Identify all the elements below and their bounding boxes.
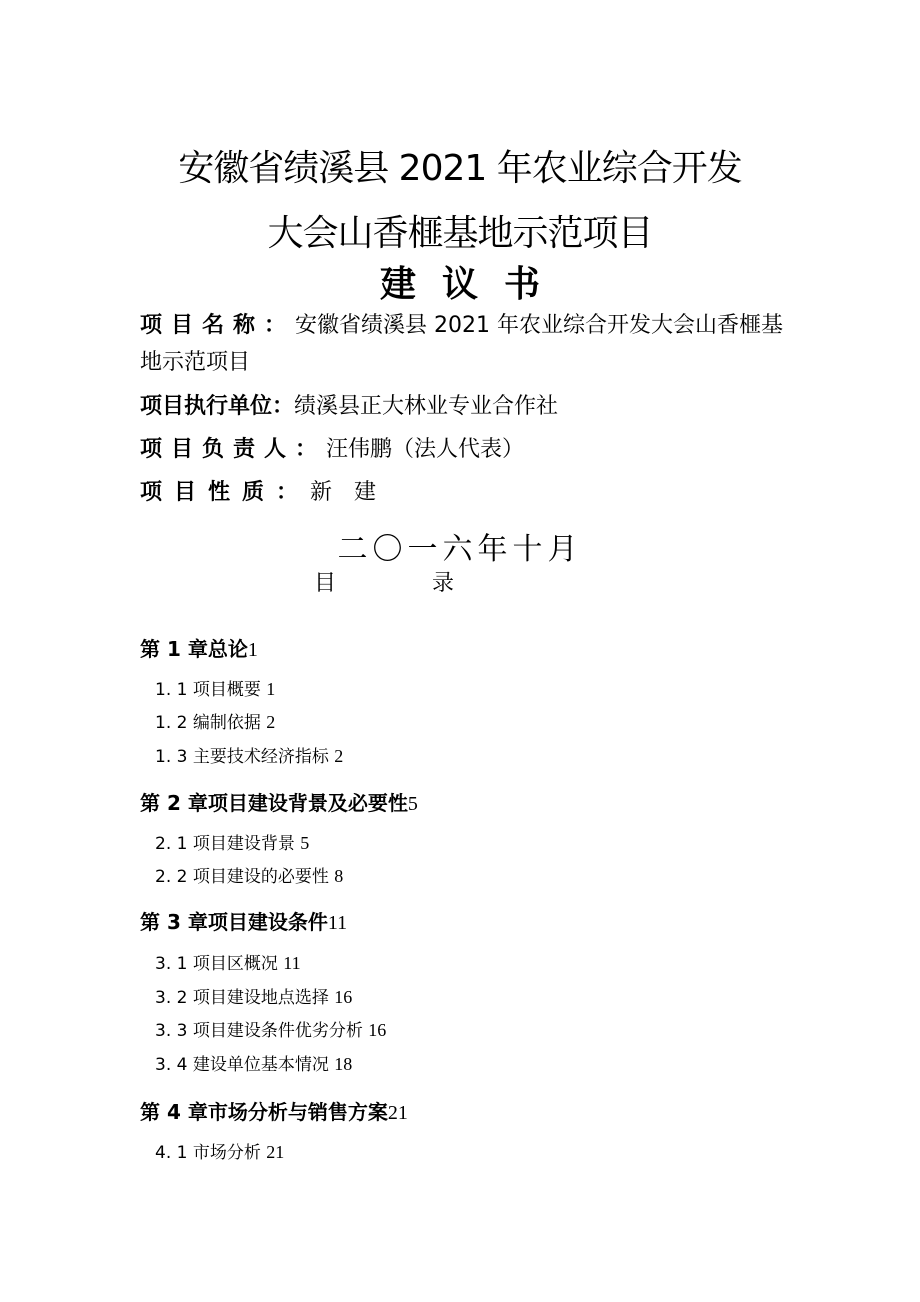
field-project-nature-value: 新 建 [310,480,377,505]
cover-title-line-2: 大会山香榧基地示范项目 [267,213,653,254]
toc-section-page: 18 [334,1054,353,1074]
toc-section-page: 11 [283,953,301,973]
toc-section-1-1[interactable] [155,675,275,700]
toc-section-3-1[interactable] [155,949,301,974]
toc-section-label: 3. 1 项目区概况 [155,954,278,974]
toc-section-page: 2 [266,712,276,732]
toc-section-3-4[interactable] [155,1050,352,1075]
field-person-in-charge-value: 汪伟鹏（法人代表） [326,437,525,462]
toc-chapter-4[interactable] [140,1096,408,1125]
toc-section-label: 2. 1 项目建设背景 [155,834,295,854]
toc-section-page: 16 [334,987,353,1007]
toc-chapter-label: 第 1 章总论 [140,637,248,661]
toc-section-page: 1 [266,679,276,699]
toc-section-3-3[interactable] [155,1016,386,1041]
toc-chapter-1[interactable] [140,633,258,662]
toc-title-char-1: 目 [314,571,337,596]
field-project-name-label: 项目名称： [140,313,296,338]
toc-chapter-page: 1 [247,639,258,661]
toc-section-page: 16 [368,1020,387,1040]
field-person-in-charge-label: 项目负责人： [140,437,327,462]
toc-section-label: 1. 2 编制依据 [155,713,261,733]
toc-section-page: 21 [266,1142,285,1162]
toc-section-1-2[interactable] [155,708,275,733]
toc-chapter-2[interactable] [140,787,418,816]
toc-title-char-2: 录 [432,571,455,596]
field-project-nature-label: 项目性质： [140,480,311,505]
toc-section-label: 1. 1 项目概要 [155,680,261,700]
toc-chapter-3[interactable] [140,906,347,935]
toc-chapter-page: 11 [327,912,348,934]
toc-chapter-label: 第 4 章市场分析与销售方案 [140,1100,388,1124]
field-person-in-charge [140,431,800,468]
field-executing-unit [140,388,800,425]
document-type-heading: 建议书 [379,263,566,305]
field-executing-unit-label: 项目执行单位： [140,394,295,419]
toc-section-page: 8 [334,866,344,886]
toc-section-2-1[interactable] [155,829,309,854]
field-project-name [140,307,800,381]
toc-chapter-label: 第 3 章项目建设条件 [140,910,328,934]
toc-section-label: 1. 3 主要技术经济指标 [155,747,329,767]
document-date: 二〇一六年十月 [337,532,583,567]
cover-title-line-1: 安徽省绩溪县 2021 年农业综合开发 [178,148,742,189]
toc-section-label: 3. 3 项目建设条件优劣分析 [155,1021,363,1041]
toc-chapter-page: 21 [387,1102,408,1124]
toc-section-page: 5 [300,833,310,853]
toc-chapter-page: 5 [407,793,418,815]
field-executing-unit-value: 绩溪县正大林业专业合作社 [294,394,559,419]
toc-section-3-2[interactable] [155,983,352,1008]
toc-title [314,566,454,597]
toc-chapter-label: 第 2 章项目建设背景及必要性 [140,791,408,815]
toc-section-2-2[interactable] [155,862,343,887]
toc-section-1-3[interactable] [155,742,343,767]
toc-section-label: 3. 2 项目建设地点选择 [155,988,329,1008]
field-project-nature [140,474,800,511]
toc-section-4-1[interactable] [155,1138,284,1163]
toc-section-label: 3. 4 建设单位基本情况 [155,1055,329,1075]
toc-section-label: 2. 2 项目建设的必要性 [155,867,329,887]
toc-section-page: 2 [334,746,344,766]
toc-section-label: 4. 1 市场分析 [155,1143,261,1163]
field-project-name-value: 安徽省绩溪县 2021 年农业综合开发大会山香榧基地示范项目 [140,313,783,375]
